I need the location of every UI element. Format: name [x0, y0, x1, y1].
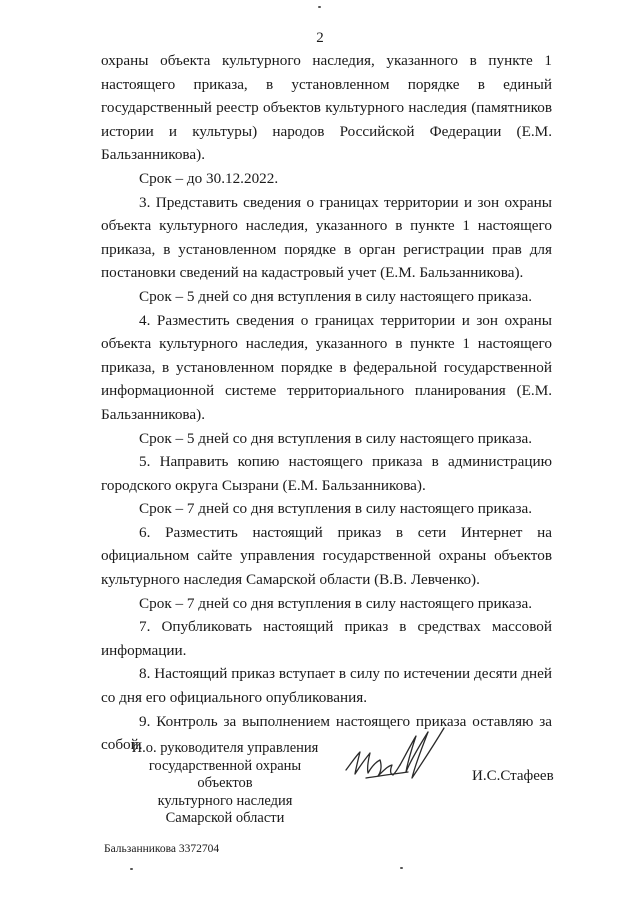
signer-name: И.С.Стафеев — [472, 768, 554, 784]
deadline-item-5: Срок – 7 дней со дня вступления в силу настоящего приказа. — [139, 500, 532, 518]
position-line: И.о. руководителя управления — [131, 740, 319, 756]
handwritten-signature — [338, 718, 458, 798]
page-number: 2 — [316, 30, 324, 46]
position-line: культурного наследия — [157, 792, 293, 809]
paragraph-item-9: 9. Контроль за выполнением настоящего приказа оставляю за собой. — [101, 712, 552, 754]
document-body — [101, 49, 552, 757]
deadline-item-4: Срок – 5 дней со дня вступления в силу настоящего приказа. — [139, 429, 532, 447]
paragraph-item-6: 6. Разместить настоящий приказ в сети Интернет на официальном сайте управления государственной охраны объектов культурного наследия Самарской области (В.В. Левченко). — [101, 523, 552, 589]
position-line: государственной охраны объектов — [148, 757, 302, 791]
deadline-item-6: Срок – 7 дней со дня вступления в силу настоящего приказа. — [139, 594, 532, 612]
deadline-item-3: Срок – 5 дней со дня вступления в силу настоящего приказа. — [139, 287, 532, 305]
position-line: Самарской области — [165, 810, 285, 826]
paragraph-item-7: 7. Опубликовать настоящий приказ в средствах массовой информации. — [101, 618, 552, 659]
paragraph-item-8: 8. Настоящий приказ вступает в силу по истечении десяти дней со дня его официального опубликования. — [101, 665, 552, 707]
scan-speck — [318, 6, 321, 8]
paragraph-item-3: 3. Представить сведения о границах территории и зон охраны объекта культурного наследия, указанного в пункте 1 настоящего приказа, в установленном порядке в орган регистрации прав для постановки сведений на кадастровый учет (Е.М. Бальзанникова). — [101, 193, 552, 282]
scan-speck — [400, 867, 403, 869]
executor-note: Бальзанникова 3372704 — [104, 843, 220, 855]
scan-speck — [130, 868, 133, 870]
paragraph-registry-continuation: охраны объекта культурного наследия, указанного в пункте 1 настоящего приказа, в установленном порядке в единый государственный реестр объектов культурного наследия (памятников истории и культуры) народов Российской Федерации (Е.М. Бальзанникова). — [101, 52, 552, 164]
deadline-item-2: Срок – до 30.12.2022. — [139, 169, 279, 187]
paragraph-item-5: 5. Направить копию настоящего приказа в администрацию городского округа Сызрани (Е.М. Бальзанникова). — [101, 453, 552, 494]
signatory-position — [120, 740, 330, 828]
paragraph-item-4: 4. Разместить сведения о границах территории и зон охраны объекта культурного наследия, указанного в пункте 1 настоящего приказа, в установленном порядке в федеральной государственной информационной системе территориального планирования (Е.М. Бальзанникова). — [101, 311, 552, 423]
